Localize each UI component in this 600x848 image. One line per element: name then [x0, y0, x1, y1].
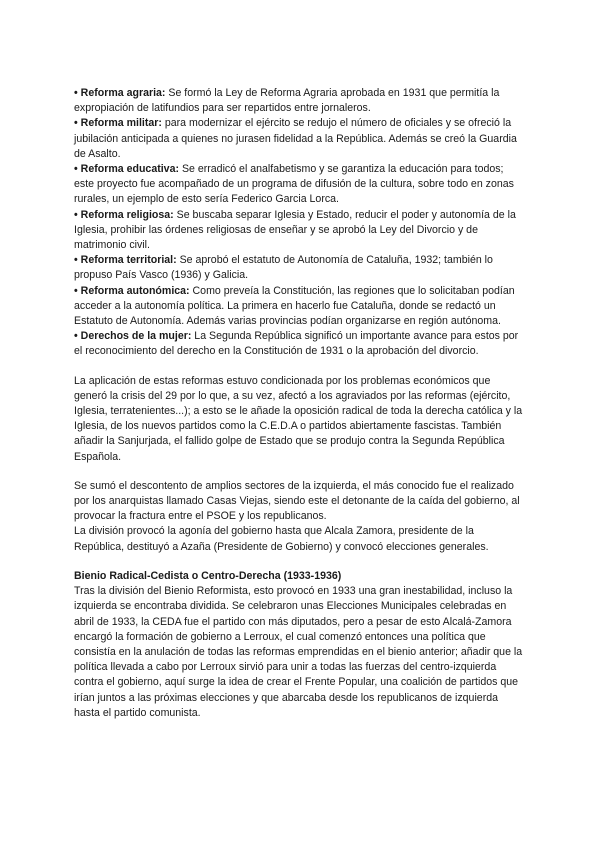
- reform-text: para modernizar el ejército se redujo el número de oficiales y se ofreció la jubilación anticipada a quienes no jurasen fidelidad a la República. Además se creó la Guardia de Asalto.: [74, 117, 517, 160]
- reform-item-agraria: [74, 86, 526, 116]
- bullet: •: [74, 208, 78, 221]
- paragraph-consequences: La aplicación de estas reformas estuvo condicionada por los problemas económicos que generó la crisis del 29 por lo que, a su vez, afectó a los agraviados por las reformas (ejército, Iglesia, terratenientes...); a esto se le añade la oposición radical de toda la derecha católica y la Iglesia, de los nuevos partidos como la C.E.D.A o partidos abiertamente fascistas. También añadir la Sanjurjada, el fallido golpe de Estado que se produjo contra la Segunda República Española.: [74, 374, 523, 463]
- reform-text: La Segunda República significó un importante avance para estos por el reconocimiento del derecho en la Constitución de 1931 o la aprobación del divorcio.: [74, 330, 519, 358]
- reform-label: Reforma territorial:: [80, 254, 177, 267]
- bullet: •: [74, 117, 78, 130]
- paragraph-elections-call: La división provocó la agonía del gobierno hasta que Alcala Zamora, presidente de la República, destituyó a Azaña (Presidente de Gobierno) y convocó elecciones generales.: [74, 525, 489, 553]
- reform-list: [74, 86, 526, 360]
- reform-label: Reforma religiosa:: [80, 208, 174, 221]
- reform-text: Se buscaba separar Iglesia y Estado, reducir el poder y autonomía de la Iglesia, prohibir las órdenes religiosas de enseñar y se aprobó la Ley del Divorcio y de matrimonio civil.: [74, 208, 516, 252]
- bullet: •: [74, 330, 78, 343]
- bullet: •: [74, 254, 78, 267]
- document-content: [74, 86, 526, 721]
- paragraph-bienio-radical: Tras la división del Bienio Reformista, esto provocó en 1933 una gran inestabilidad, incluso la izquierda se encontraba dividida. Se celebraron unas Elecciones Municipales celebradas en abril de 1933, la CEDA fue el partido con más diputados, pero a pesar de esto Alcalá-Zamora encargó la formación de gobierno a Lerroux, el cual comenzó entonces una política que consistía en la anulación de todas las reformas emprendidas en el bienio anterior; añadir que la política llevada a cabo por Lerroux sirvió para unir a todas las fuerzas del centro-izquierda contra el gobierno, aquí surge la idea de crear el Frente Popular, una coalición de partidos que irían juntos a las próximas elecciones y que abarcaba desde los republicanos de izquierda hasta el partido comunista.: [74, 585, 523, 719]
- reform-text: Como preveía la Constitución, las regiones que lo solicitaban podían acceder a la autonomía política. La primera en hacerlo fue Cataluña, donde se redactó un Estatuto de Autonomía. Además varias provincias podían organizarse en región autónoma.: [74, 284, 515, 328]
- bullet: •: [74, 284, 78, 297]
- reform-label: Reforma autonómica:: [80, 284, 190, 297]
- reform-item-territorial: [74, 253, 526, 283]
- reform-label: Reforma educativa:: [80, 163, 179, 176]
- reform-item-autonomica: [74, 284, 526, 330]
- reform-item-mujer: [74, 329, 526, 359]
- reform-label: Derechos de la mujer:: [80, 330, 192, 343]
- paragraph-casas-viejas: Se sumó el descontento de amplios sectores de la izquierda, el más conocido fue el realizado por los anarquistas llamado Casas Viejas, siendo este el detonante de la caída del gobierno, al provocar la fractura entre el PSOE y los republicanos.: [74, 479, 520, 523]
- reform-item-religiosa: [74, 208, 526, 254]
- bullet: •: [74, 87, 78, 99]
- reform-text: Se erradicó el analfabetismo y se garantiza la educación para todos; este proyecto fue acompañado de un programa de difusión de la cultura, sobre todo en zonas rurales, un ejemplo de esto sería Federico Garcia Lorca.: [74, 163, 514, 206]
- section-title: Bienio Radical-Cedista o Centro-Derecha (1933-1936): [74, 569, 342, 582]
- reform-label: Reforma militar:: [80, 117, 162, 130]
- reform-item-educativa: [74, 162, 526, 208]
- reform-text: Se formó la Ley de Reforma Agraria aprobada en 1931 que permitía la expropiación de latifundios para ser repartidos entre jornaleros.: [74, 87, 500, 115]
- reform-label: Reforma agraria:: [80, 87, 166, 99]
- paragraph-discontent: [74, 479, 526, 555]
- reform-item-militar: [74, 116, 526, 162]
- reform-text: Se aprobó el estatuto de Autonomía de Cataluña, 1932; también lo propuso País Vasco (1936) y Galicia.: [74, 254, 493, 282]
- bullet: •: [74, 163, 78, 176]
